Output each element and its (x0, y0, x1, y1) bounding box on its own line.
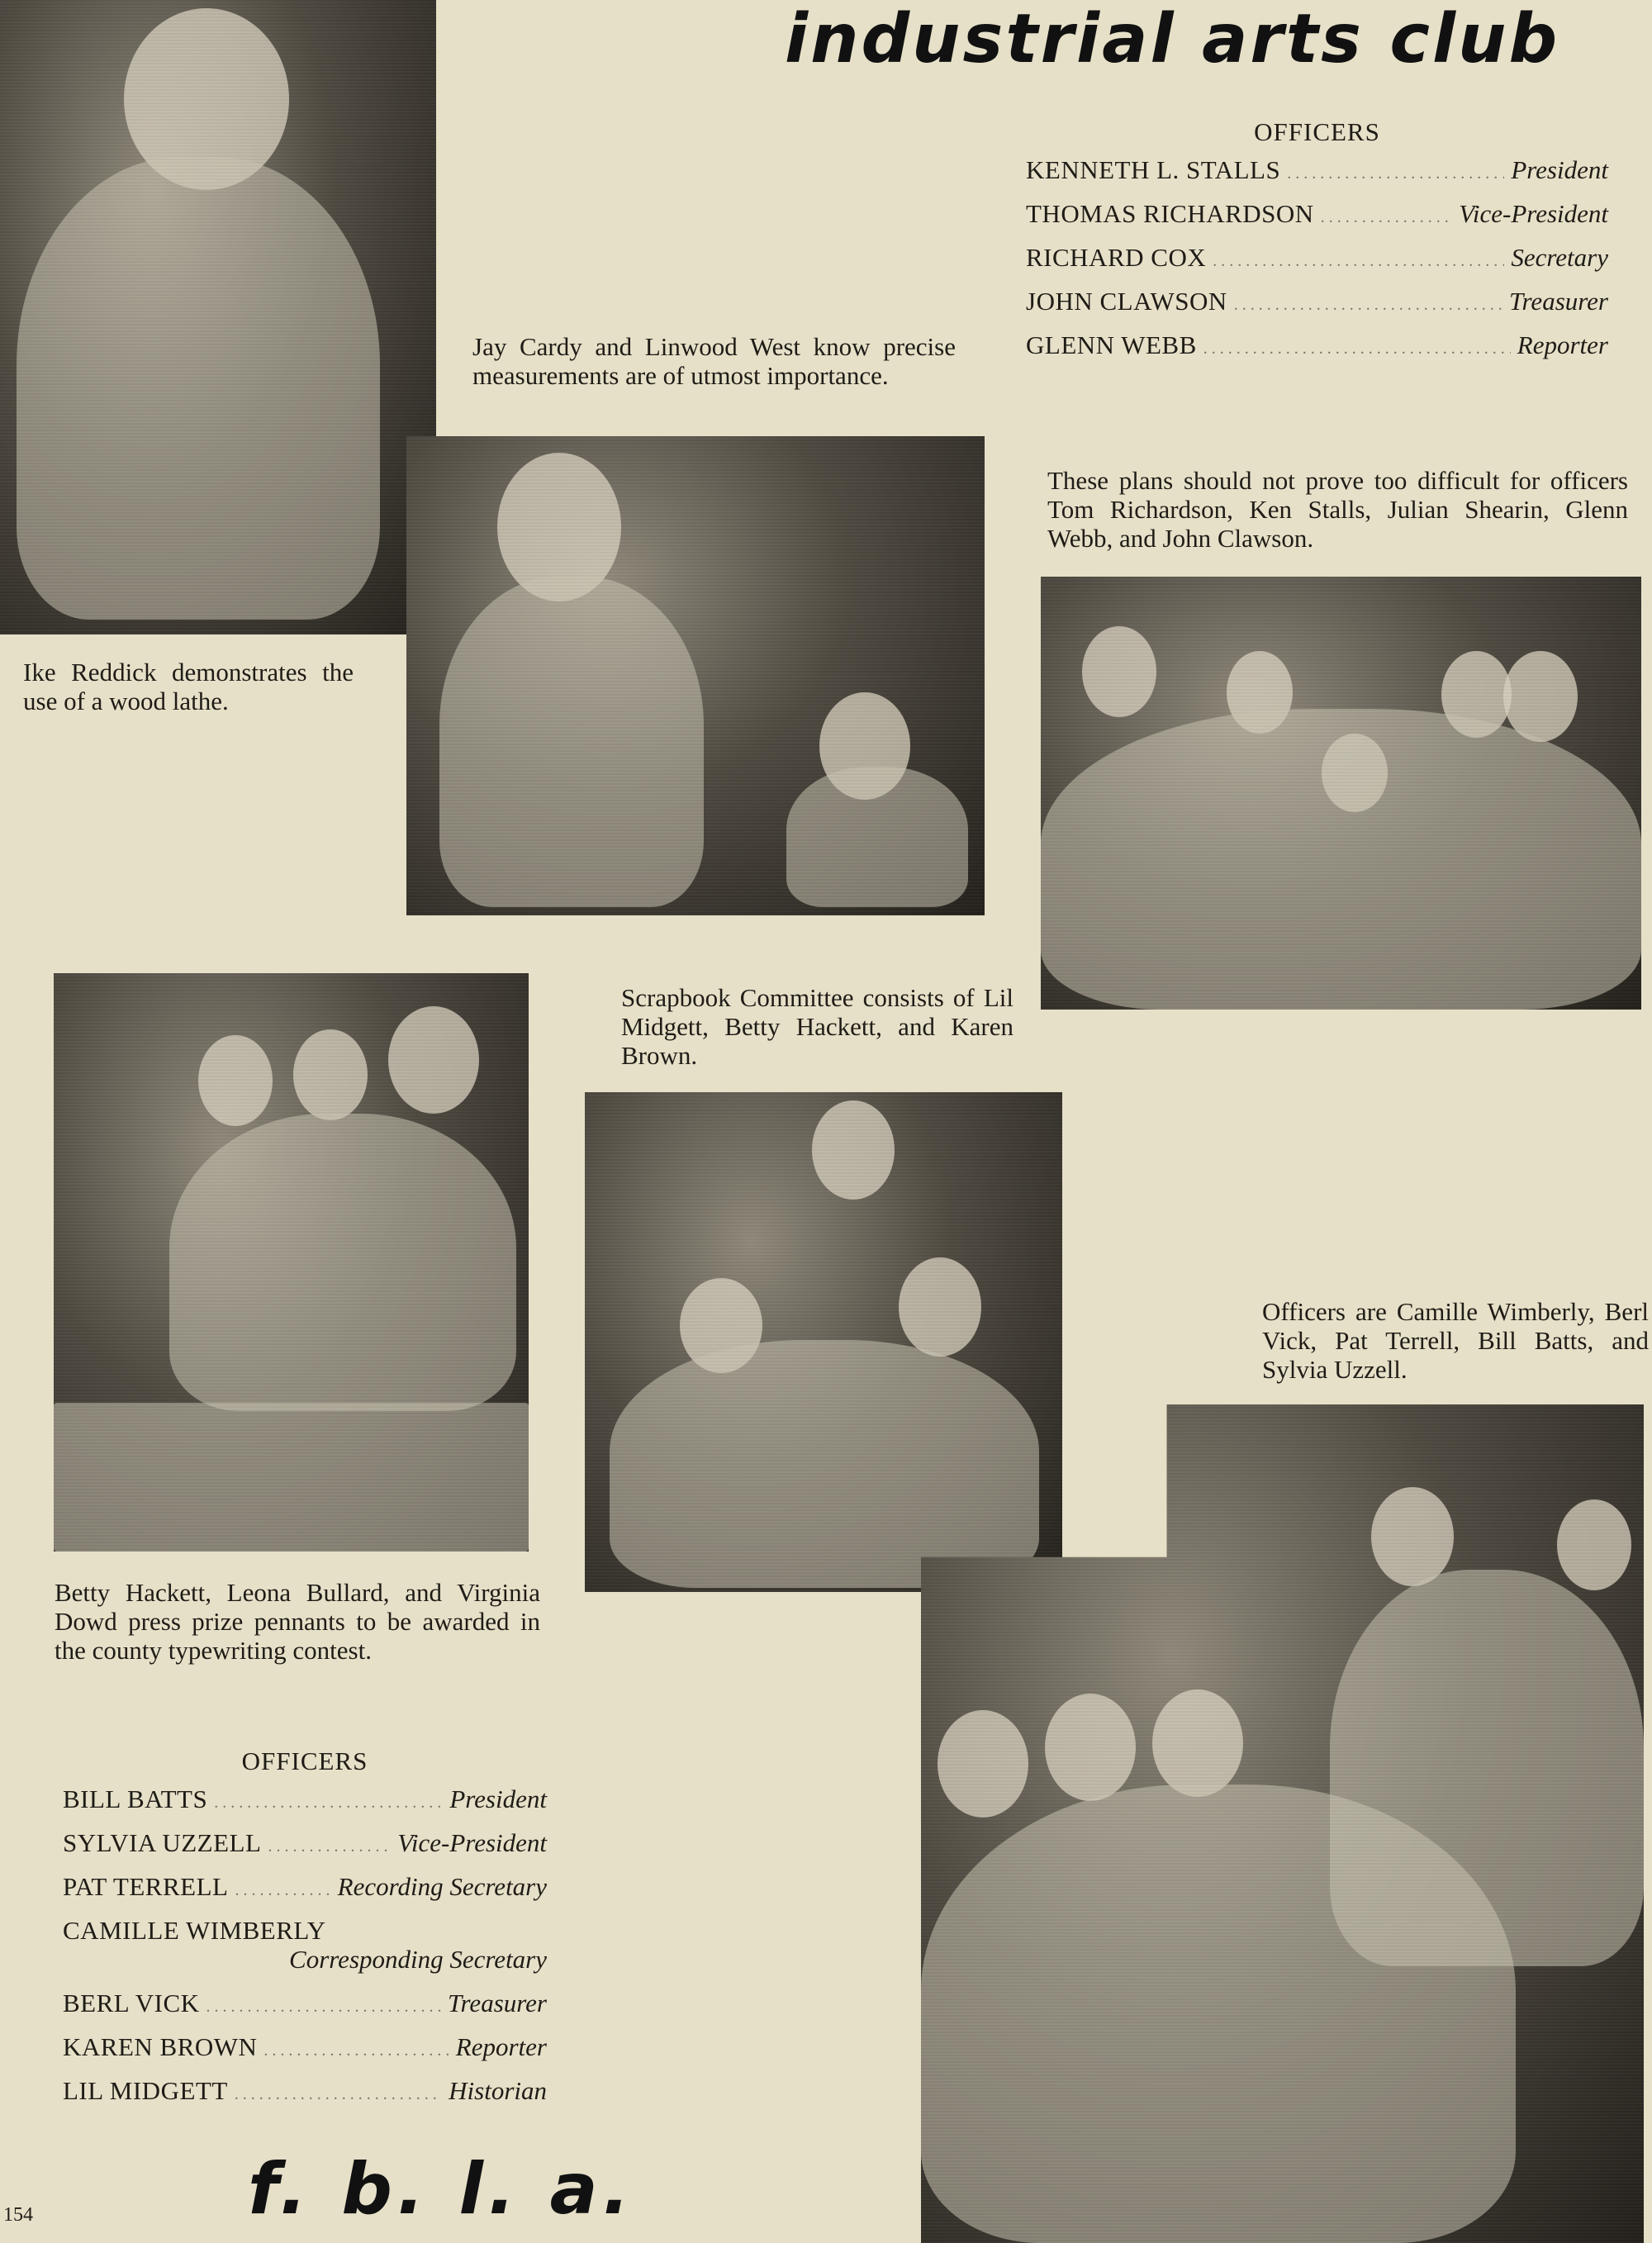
caption-plans: These plans should not prove too difficult for officers Tom Richardson, Ken Stalls, Julian Shearin, Glenn Webb, and John Clawson. (1047, 466, 1628, 553)
officer-role: President (449, 1784, 547, 1813)
officer-name: RICHARD COX (1026, 243, 1207, 272)
officer-row (63, 2032, 547, 2076)
officer-name: THOMAS RICHARDSON (1026, 199, 1314, 228)
industrial-arts-club-title: industrial arts club (785, 0, 1560, 78)
officer-role: Treasurer (447, 1989, 547, 2017)
officer-role: Reporter (455, 2032, 547, 2061)
officer-row (1026, 199, 1608, 243)
caption-pennants: Betty Hackett, Leona Bullard, and Virginia Dowd press prize pennants to be awarded in the county typewriting contest. (55, 1578, 540, 1665)
officer-row (63, 1784, 547, 1828)
photo-scrapbook (585, 1092, 1062, 1592)
officer-name: KAREN BROWN (63, 2032, 258, 2061)
officer-name: SYLVIA UZZELL (63, 1828, 262, 1857)
officers-heading: OFFICERS (1254, 117, 1380, 146)
officer-role: President (1511, 155, 1608, 184)
officer-row (1026, 243, 1608, 287)
officer-role: Treasurer (1508, 287, 1608, 316)
officer-name: BILL BATTS (63, 1784, 208, 1813)
photo-plans (1041, 577, 1641, 1010)
officer-row (63, 1828, 547, 1872)
officer-name: BERL VICK (63, 1989, 200, 2017)
caption-fbla-officers: Officers are Camille Wimberly, Berl Vick, Pat Terrell, Bill Batts, and Sylvia Uzzell. (1262, 1297, 1649, 1384)
officer-name: GLENN WEBB (1026, 330, 1197, 359)
officer-name: CAMILLE WIMBERLY (63, 1916, 326, 1945)
officer-name: LIL MIDGETT (63, 2076, 228, 2105)
officer-name: JOHN CLAWSON (1026, 287, 1227, 316)
officer-name: PAT TERRELL (63, 1872, 229, 1901)
fbla-officers (63, 1746, 547, 2120)
officer-name: KENNETH L. STALLS (1026, 155, 1281, 184)
officer-role: Secretary (1511, 243, 1608, 272)
officer-role: Vice-President (397, 1828, 547, 1857)
officer-role: Historian (449, 2076, 547, 2105)
officer-role: Reporter (1517, 330, 1608, 359)
photo-pennants (54, 973, 529, 1552)
officer-row (63, 2076, 547, 2120)
caption-measurements: Jay Cardy and Linwood West know precise measurements are of utmost importance. (472, 332, 956, 390)
officer-role: Vice-President (1459, 199, 1608, 228)
fbla-title: f. b. l. a. (248, 2148, 635, 2231)
officer-row (63, 1872, 547, 1916)
photo-wood-lathe (0, 0, 436, 634)
officer-row (63, 1916, 547, 1945)
caption-scrapbook: Scrapbook Committee consists of Lil Midgett, Betty Hackett, and Karen Brown. (621, 983, 1014, 1070)
officer-row (1026, 155, 1608, 199)
industrial-arts-officers (1026, 117, 1608, 374)
officers-heading: OFFICERS (241, 1746, 368, 1775)
page-number: 154 (3, 2204, 33, 2226)
officer-row (1026, 330, 1608, 374)
officer-role: Recording Secretary (337, 1872, 547, 1901)
officer-row (1026, 287, 1608, 330)
photo-measurements (406, 436, 985, 915)
caption-wood-lathe: Ike Reddick demonstrates the use of a wood lathe. (23, 658, 354, 715)
officer-role: Corresponding Secretary (289, 1945, 547, 1974)
officer-row (63, 1989, 547, 2032)
